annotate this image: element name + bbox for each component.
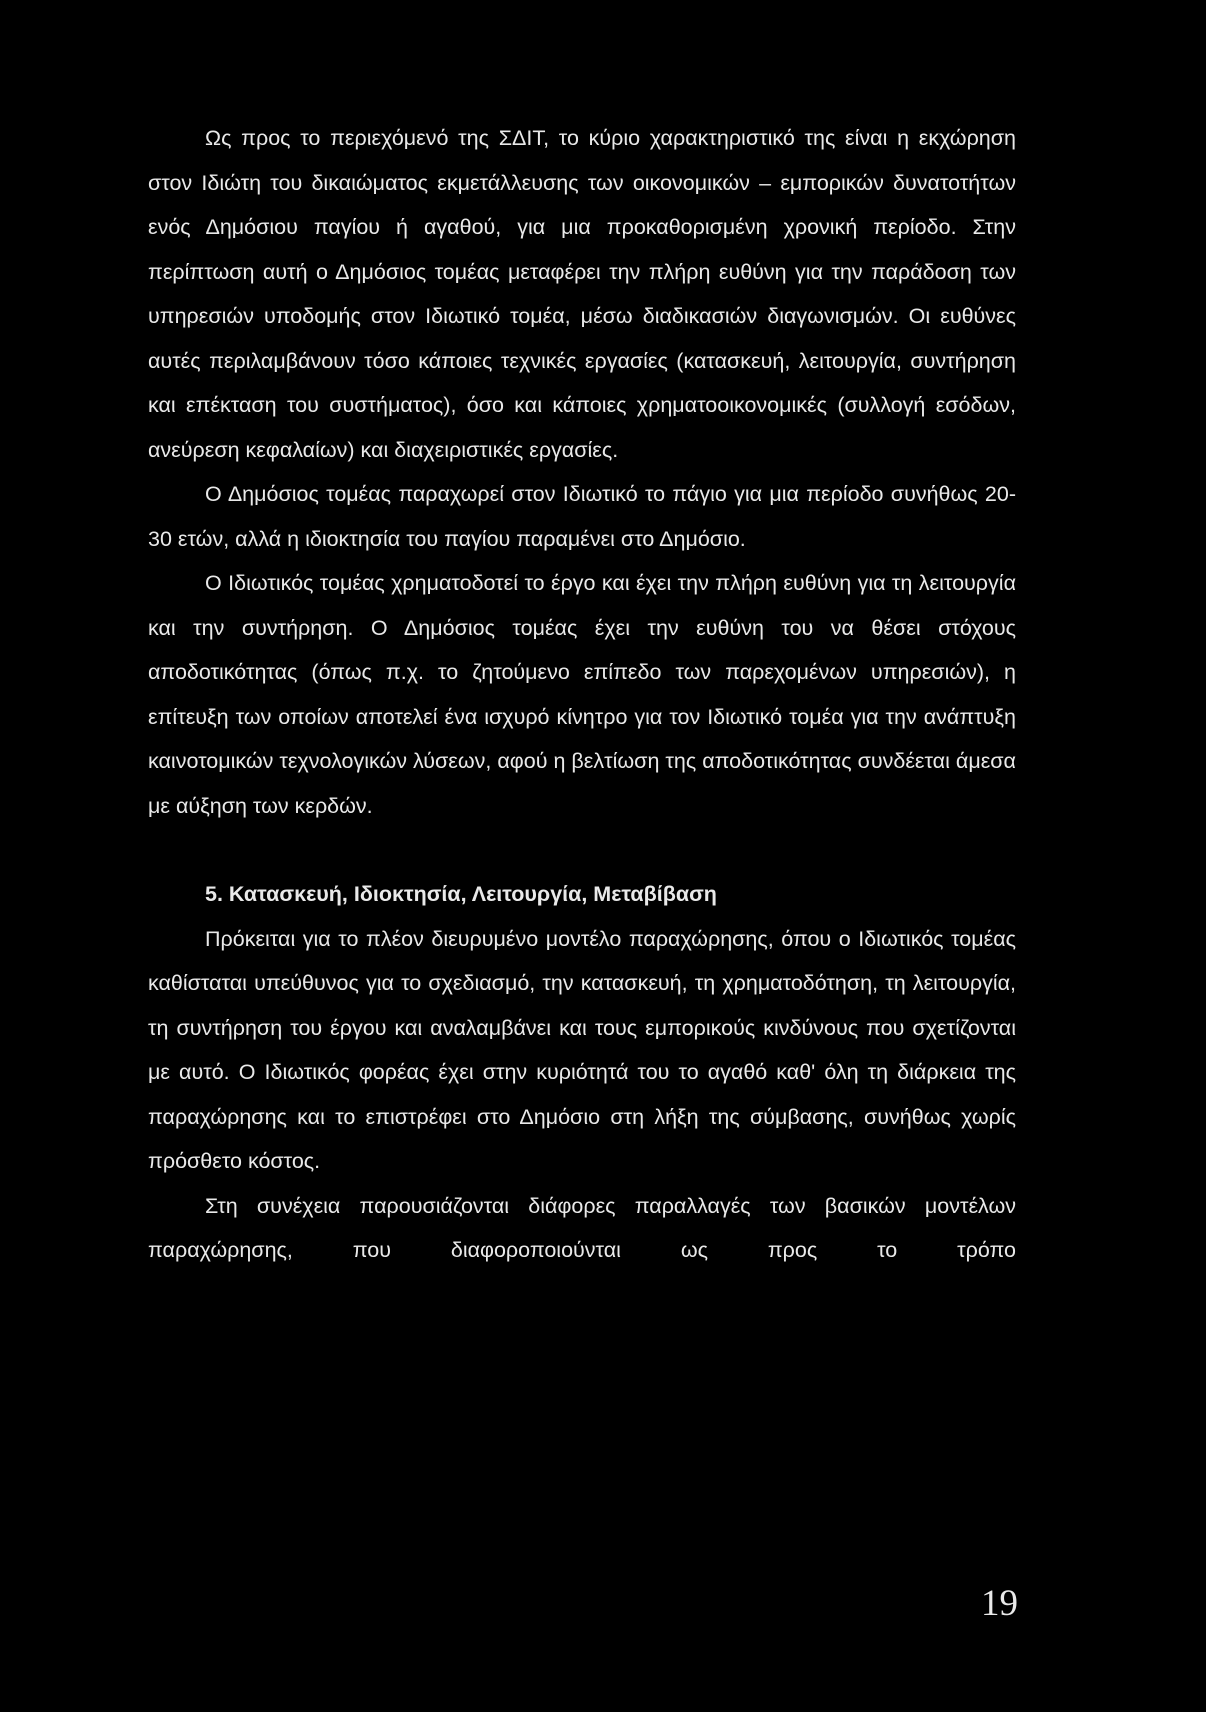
paragraph-bootm-model: Πρόκειται για το πλέον διευρυμένο μοντέλο παραχώρησης, όπου ο Ιδιωτικός τομέας καθίσταται υπεύθυνος για το σχεδιασμό, την κατασκευή, τη χρηματοδότηση, τη λειτουργία, τη συντήρηση του έργου και αναλαμβάνει και τους εμπορικούς κινδύνους που σχετίζονται με αυτό. Ο Ιδιωτικός φορέας έχει στην κυριότητά του το αγαθό καθ' όλη τη διάρκεια της παραχώρησης και το επιστρέφει στο Δημόσιο στη λήξη της σύμβασης, συνήθως χωρίς πρόσθετο κόστος. <box>148 926 1016 1173</box>
section-spacer <box>148 828 1016 872</box>
paragraph-ppp-content: Ως προς το περιεχόμενό της ΣΔΙΤ, το κύριο χαρακτηριστικό της είναι η εκχώρηση στον Ιδιώτη του δικαιώματος εκμετάλλευσης των οικονομικών – εμπορικών δυνατοτήτων ενός Δημόσιου παγίου ή αγαθού, για μια προκαθορισμένη χρονική περίοδο. Στην περίπτωση αυτή ο Δημόσιος τομέας μεταφέρει την πλήρη ευθύνη για την παράδοση των υπηρεσιών υποδομής στον Ιδιωτικό τομέα, μέσω διαδικασιών διαγωνισμών. Οι ευθύνες αυτές περιλαμβάνουν τόσο κάποιες τεχνικές εργασίες (κατασκευή, λειτουργία, συντήρηση και επέκταση του συστήματος), όσο και κάποιες χρηματοοικονομικές (συλλογή εσόδων, ανεύρεση κεφαλαίων) και διαχειριστικές εργασίες. <box>148 126 1016 462</box>
page-body <box>148 116 1016 1273</box>
paragraph-private-financing: Ο Ιδιωτικός τομέας χρηματοδοτεί το έργο και έχει την πλήρη ευθύνη για τη λειτουργία και την συντήρηση. Ο Δημόσιος τομέας έχει την ευθύνη του να θέσει στόχους αποδοτικότητας (όπως π.χ. το ζητούμενο επίπεδο των παρεχομένων υπηρεσιών), η επίτευξη των οποίων αποτελεί ένα ισχυρό κίνητρο για τον Ιδιωτικό τομέα για την ανάπτυξη καινοτομικών τεχνολογικών λύσεων, αφού η βελτίωση της αποδοτικότητας συνδέεται άμεσα με αύξηση των κερδών. <box>148 571 1016 818</box>
paragraph-variants-intro: Στη συνέχεια παρουσιάζονται διάφορες παραλλαγές των βασικών μοντέλων παραχώρησης, που διαφοροποιούνται ως προς το τρόπο <box>148 1193 1016 1262</box>
section-heading: 5. Κατασκευή, Ιδιοκτησία, Λειτουργία, Μεταβίβαση <box>205 882 717 906</box>
page-number: 19 <box>981 1583 1018 1624</box>
paragraph-asset-concession: Ο Δημόσιος τομέας παραχωρεί στον Ιδιωτικό το πάγιο για μια περίοδο συνήθως 20-30 ετών, αλλά η ιδιοκτησία του παγίου παραμένει στο Δημόσιο. <box>148 482 1016 551</box>
